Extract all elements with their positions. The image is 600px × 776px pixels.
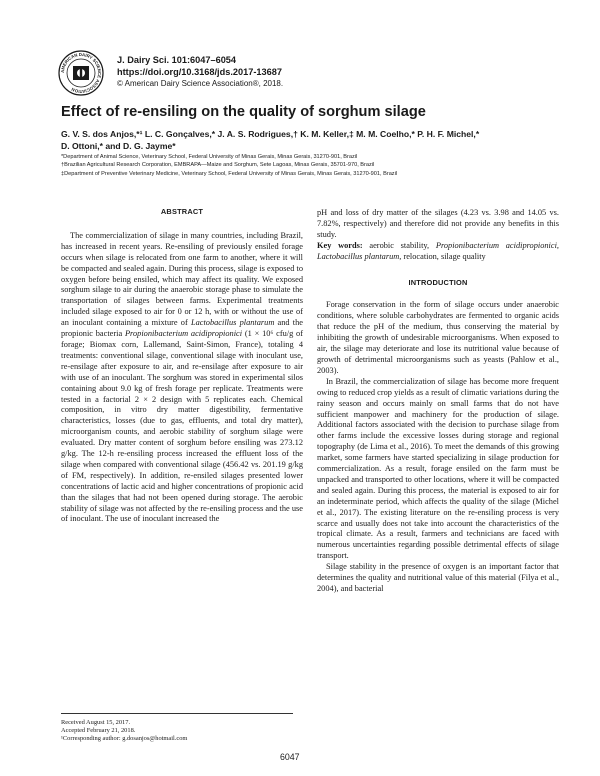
footnote-divider: [61, 713, 293, 714]
adsa-seal-icon: [58, 50, 104, 96]
author-line: G. V. S. dos Anjos,*¹ L. C. Gonçalves,* J. A. S. Rodrigues,† K. M. Keller,‡ M. M. Coelho,* P. H. F. Michel,*: [61, 129, 480, 139]
affiliation: †Brazilian Agricultural Research Corporation, EMBRAPA—Maize and Sorghum, Sete Lagoas, Minas Gerais, 35701-970, Brazil: [61, 162, 375, 169]
intro-paragraph: Forage conservation in the form of silage occurs under anaerobic conditions, where soluble carbohydrates are fermented to organic acids that reduce the pH of the medium, thus conserving the material by inhibiting the growth of undesirable microorganisms. When exposed to air, the silage may deteriorate and lose its nutritional value because of growth of detrimental microorganisms such as yeasts (Pahlow et al., 2003).: [317, 300, 559, 375]
article-title: Effect of re-ensiling on the quality of sorghum silage: [61, 104, 426, 120]
page-number: 6047: [280, 752, 300, 762]
journal-citation: J. Dairy Sci. 101:6047–6054: [117, 55, 237, 65]
introduction-heading: INTRODUCTION: [408, 277, 468, 287]
abstract-heading: ABSTRACT: [160, 207, 204, 216]
left-column: [61, 207, 303, 525]
journal-copyright: © American Dairy Science Association®, 2018.: [117, 79, 284, 88]
abstract-continuation: pH and loss of dry matter of the silages (4.23 vs. 3.98 and 14.05 vs. 7.82%, respectively) and therefore did not provide any benefits in this study.: [317, 208, 559, 239]
corresponding-author: ¹Corresponding author: g.dosanjos@hotmail.com: [61, 735, 188, 743]
right-column: [317, 208, 559, 595]
footnotes: [61, 713, 301, 743]
accepted-date: Accepted February 21, 2018.: [61, 727, 136, 735]
affiliation: ‡Department of Preventive Veterinary Medicine, Veterinary School, Federal University of Minas Gerais, Minas Gerais, 31270-901, Brazil: [61, 170, 398, 177]
author-list: [61, 128, 561, 152]
received-date: Received August 15, 2017.: [61, 719, 131, 726]
journal-header: [117, 54, 283, 90]
intro-paragraph: In Brazil, the commercialization of silage has become more frequent owing to reduced crop yields as a result of climatic variations during the rainy season and occurs mainly on small farms that do not have sufficient manpower and machinery for the production of silage. Additional factors associated with the decision to purchase silage from other farms include the excessive losses during storage and regional topography (de Lima et al., 2016). To meet the demands of this growing market, some farmers have started specializing in silage production for commercialization. As a result, forage ensiled on the farm must be unpacked and transported to other locations, where it will be compacted and sealed again. During this process, the material is exposed to air for an indeterminate period, which affects the quality of the silage (Michel et al., 2017). The existing literature on the re-ensiling process is very scarce and usually does not take into account the characteristics of the tropical climate. As a result, farmers and technicians are faced with numerous uncertainties regarding possible detrimental effects of silage transport.: [317, 376, 559, 561]
author-line: D. Ottoni,* and D. G. Jayme*: [61, 141, 176, 151]
intro-paragraph: Silage stability in the presence of oxygen is an important factor that determines the quality and nutritional value of this material (Filya et al., 2004), and bacterial: [317, 562, 559, 593]
keywords: Key words: aerobic stability, Propionibacterium acidipropionici, Lactobacillus plantarum, relocation, silage quality: [317, 240, 559, 261]
journal-doi[interactable]: https://doi.org/10.3168/jds.2017-13687: [117, 67, 282, 77]
abstract-paragraph: The commercialization of silage in many countries, including Brazil, has increased in recent years. Re-ensiling of previously ensiled forage occurs when silage is relocated from one farm to another, where it will be compacted and sealed again. During this process, silage is exposed to oxygen before being ensiled, which may affect its quality. We exposed sorghum silage to air during the anaerobic storage phase to simulate the transportation of silages between farms. Experimental treatments included silage exposed to air for 0 or 12 h, with or without the use of an inoculant containing a mixture of Lactobacillus plantarum and the propionic bacteria Propionibacterium acidipropionici (1 × 10⁶ cfu/g of forage; Biomax corn, Lallemand, Saint-Simon, France), totaling 4 treatments: conventional silage, conventional silage with inoculant use, re-ensilage after exposure to air, and re-ensilage after exposure to air with use of an inoculant. The sorghum was stored in experimental silos containing about 9.0 kg of fresh forage per replicate. Treatments were tested in a factorial 2 × 2 design with 5 replicates each. Chemical composition, in vitro dry matter digestibility, fermentative characteristics, losses (due to gas, effluents, and total dry matter), microorganism counts, and aerobic stability of sorghum silage were evaluated. Dry matter content of sorghum before ensiling was 273.12 g/kg. The 12-h re-ensiling process increased the effluent loss of the silage when compared with conventional silage (456.42 vs. 201.19 g/kg of FM, respectively). In addition, re-ensiled silages presented lower concentrations of lactic acid and higher concentrations of propionic acid than the silages that had not been opened during storage. The aerobic stability of silage was not affected by the re-ensiling process and the use of inoculant. The use of inoculant increased the: [61, 230, 303, 524]
affiliation-list: [61, 153, 581, 178]
affiliation: *Department of Animal Science, Veterinary School, Federal University of Minas Gerais, Minas Gerais, 31270-901, Brazil: [61, 154, 358, 160]
seal-ring-text: AMERICAN DAIRY SCIENCE ASSOCIATION: [59, 51, 103, 95]
